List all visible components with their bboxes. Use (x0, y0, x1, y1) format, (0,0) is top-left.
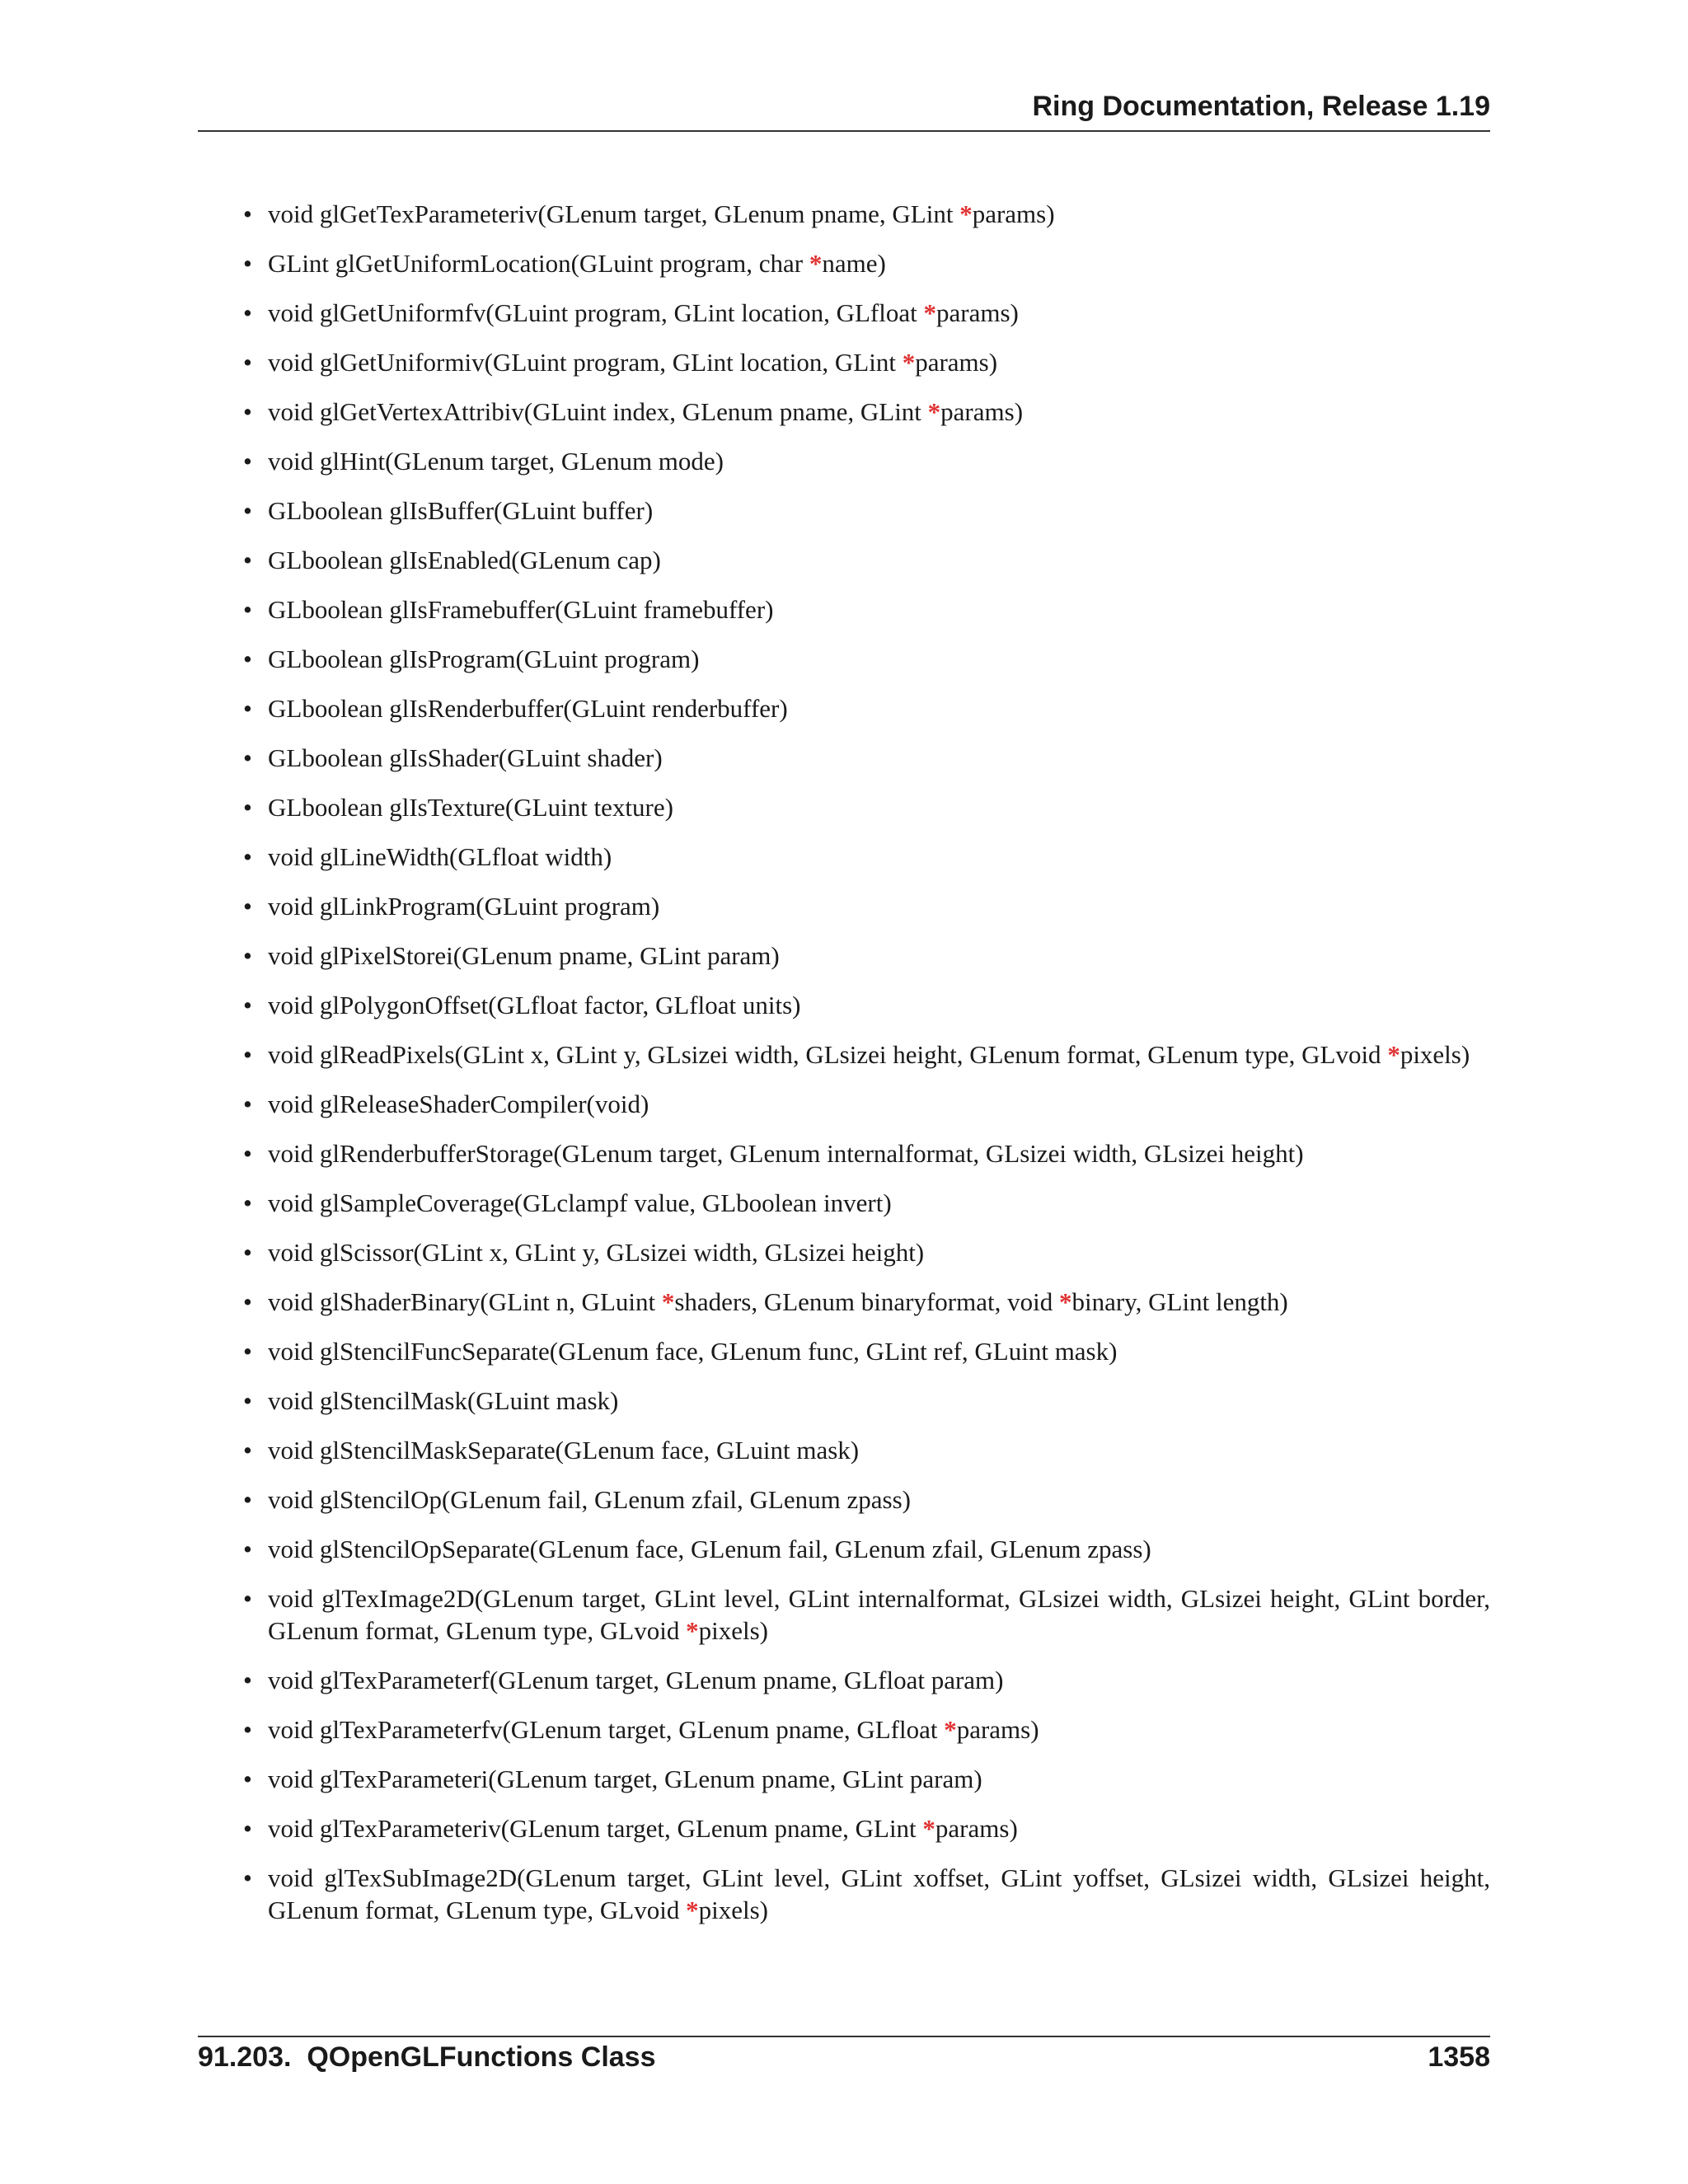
bullet-icon: • (243, 644, 252, 673)
function-signature-item (243, 692, 1490, 724)
pointer-star: * (661, 1287, 675, 1316)
function-list (243, 198, 1490, 1943)
function-signature-item (243, 1862, 1490, 1926)
function-signature-item (243, 890, 1490, 922)
signature-text: void glStencilFuncSeparate(GLenum face, GLenum func, GLint ref, GLuint mask) (268, 1337, 1118, 1366)
bullet-icon: • (243, 298, 252, 327)
bullet-icon: • (243, 1814, 252, 1843)
signature-text: void glGetTexParameteriv(GLenum target, GLenum pname, GLint (268, 199, 960, 228)
bullet-icon: • (243, 199, 252, 228)
bullet-icon: • (243, 595, 252, 624)
function-signature-item (243, 1812, 1490, 1844)
signature-text: name) (822, 249, 886, 278)
function-signature-item (243, 1533, 1490, 1565)
bullet-icon: • (243, 1287, 252, 1316)
function-signature-item (243, 643, 1490, 675)
function-signature-item (243, 494, 1490, 527)
function-signature-item (243, 1088, 1490, 1120)
footer-section-title: 91.203. QOpenGLFunctions Class (198, 2041, 656, 2073)
signature-text: void glLineWidth(GLfloat width) (268, 842, 612, 871)
pointer-star: * (809, 249, 823, 278)
bullet-icon: • (243, 694, 252, 723)
signature-text: void glPixelStorei(GLenum pname, GLint param) (268, 941, 780, 970)
bullet-icon: • (243, 1090, 252, 1118)
function-signature-item (243, 940, 1490, 972)
bullet-icon: • (243, 1040, 252, 1069)
signature-text: params) (935, 1814, 1018, 1843)
bullet-icon: • (243, 496, 252, 525)
function-signature-item (243, 1187, 1490, 1219)
function-signature-item (243, 1286, 1490, 1318)
pointer-star: * (902, 348, 916, 377)
bullet-icon: • (243, 1139, 252, 1168)
bullet-icon: • (243, 842, 252, 871)
signature-text: params) (915, 348, 998, 377)
signature-text: GLboolean glIsShader(GLuint shader) (268, 743, 663, 772)
signature-text: void glHint(GLenum target, GLenum mode) (268, 447, 724, 476)
function-signature-item (243, 1137, 1490, 1169)
bullet-icon: • (243, 447, 252, 476)
signature-text: void glTexParameterf(GLenum target, GLenum pname, GLfloat param) (268, 1666, 1004, 1694)
footer-page-number: 1358 (1428, 2041, 1490, 2073)
function-signature-item (243, 1385, 1490, 1417)
pointer-star: * (944, 1715, 957, 1744)
function-signature-item (243, 1038, 1490, 1071)
function-signature-item (243, 1763, 1490, 1795)
signature-text: void glStencilOp(GLenum fail, GLenum zfail, GLenum zpass) (268, 1485, 911, 1514)
bullet-icon: • (243, 743, 252, 772)
bullet-icon: • (243, 1863, 252, 1892)
bullet-icon: • (243, 1715, 252, 1744)
signature-text: void glLinkProgram(GLuint program) (268, 892, 660, 921)
signature-text: void glReleaseShaderCompiler(void) (268, 1090, 649, 1118)
signature-text: GLboolean glIsRenderbuffer(GLuint renderbuffer) (268, 694, 788, 723)
footer-rule (198, 2036, 1490, 2037)
signature-text: void glGetUniformfv(GLuint program, GLint location, GLfloat (268, 298, 924, 327)
bullet-icon: • (243, 1535, 252, 1563)
signature-text: void glShaderBinary(GLint n, GLuint (268, 1287, 662, 1316)
signature-text: void glTexSubImage2D(GLenum target, GLint level, GLint xoffset, GLint yoffset, GLsizei width, GLsizei height, GLenum format, GLenum type, GLvoid (268, 1863, 1490, 1924)
bullet-icon: • (243, 1436, 252, 1465)
signature-text: shaders, GLenum binaryformat, void (674, 1287, 1059, 1316)
signature-text: void glTexParameteri(GLenum target, GLenum pname, GLint param) (268, 1765, 982, 1793)
function-signature-item (243, 742, 1490, 774)
function-signature-item (243, 198, 1490, 230)
signature-text: void glGetVertexAttribiv(GLuint index, GLenum pname, GLint (268, 397, 928, 426)
bullet-icon: • (243, 546, 252, 574)
function-signature-item (243, 1483, 1490, 1516)
bullet-icon: • (243, 1666, 252, 1694)
signature-text: void glScissor(GLint x, GLint y, GLsizei width, GLsizei height) (268, 1238, 925, 1267)
signature-text: void glTexParameteriv(GLenum target, GLenum pname, GLint (268, 1814, 923, 1843)
function-signature-item (243, 593, 1490, 626)
signature-text: void glGetUniformiv(GLuint program, GLint location, GLint (268, 348, 903, 377)
signature-text: void glTexImage2D(GLenum target, GLint level, GLint internalformat, GLsizei width, GLsizei height, GLint border, GLenum format, GLenum type, GLvoid (268, 1584, 1490, 1645)
signature-text: pixels) (698, 1616, 768, 1645)
bullet-icon: • (243, 1188, 252, 1217)
function-signature-item (243, 445, 1490, 477)
bullet-icon: • (243, 793, 252, 822)
signature-text: params) (940, 397, 1024, 426)
bullet-icon: • (243, 892, 252, 921)
bullet-icon: • (243, 1765, 252, 1793)
function-signature-item (243, 1434, 1490, 1466)
function-signature-item (243, 396, 1490, 428)
function-signature-item (243, 1582, 1490, 1647)
bullet-icon: • (243, 348, 252, 377)
signature-text: pixels) (698, 1896, 768, 1924)
signature-text: void glPolygonOffset(GLfloat factor, GLfloat units) (268, 991, 801, 1019)
function-signature-item (243, 297, 1490, 329)
pointer-star: * (927, 397, 941, 426)
function-signature-item (243, 841, 1490, 873)
bullet-icon: • (243, 1485, 252, 1514)
signature-text: void glStencilMaskSeparate(GLenum face, GLuint mask) (268, 1436, 860, 1465)
signature-text: void glRenderbufferStorage(GLenum target, GLenum internalformat, GLsizei width, GLsizei height) (268, 1139, 1304, 1168)
bullet-icon: • (243, 397, 252, 426)
signature-text: params) (956, 1715, 1039, 1744)
pointer-star: * (1387, 1040, 1400, 1069)
function-signature-item (243, 1236, 1490, 1268)
function-signature-item (243, 544, 1490, 576)
bullet-icon: • (243, 1337, 252, 1366)
signature-text: void glReadPixels(GLint x, GLint y, GLsizei width, GLsizei height, GLenum format, GLenum type, GLvoid (268, 1040, 1388, 1069)
function-signature-item (243, 346, 1490, 378)
signature-text: GLboolean glIsTexture(GLuint texture) (268, 793, 673, 822)
signature-text: void glSampleCoverage(GLclampf value, GLboolean invert) (268, 1188, 892, 1217)
function-signature-item (243, 247, 1490, 279)
function-signature-item (243, 989, 1490, 1021)
signature-text: pixels) (1400, 1040, 1470, 1069)
bullet-icon: • (243, 991, 252, 1019)
page-header-title: Ring Documentation, Release 1.19 (1032, 91, 1490, 122)
bullet-icon: • (243, 249, 252, 278)
bullet-icon: • (243, 1386, 252, 1415)
pointer-star: * (959, 199, 973, 228)
pointer-star: * (686, 1896, 699, 1924)
signature-text: void glTexParameterfv(GLenum target, GLenum pname, GLfloat (268, 1715, 945, 1744)
pointer-star: * (686, 1616, 699, 1645)
pointer-star: * (922, 1814, 935, 1843)
signature-text: params) (936, 298, 1019, 327)
pointer-star: * (923, 298, 936, 327)
function-signature-item (243, 1335, 1490, 1367)
bullet-icon: • (243, 1584, 252, 1613)
signature-text: GLboolean glIsFramebuffer(GLuint framebuffer) (268, 595, 774, 624)
function-signature-item (243, 791, 1490, 823)
pointer-star: * (1058, 1287, 1072, 1316)
bullet-icon: • (243, 941, 252, 970)
header-rule (198, 130, 1490, 132)
function-signature-item (243, 1713, 1490, 1746)
bullet-icon: • (243, 1238, 252, 1267)
signature-text: binary, GLint length) (1071, 1287, 1288, 1316)
signature-text: GLboolean glIsEnabled(GLenum cap) (268, 546, 661, 574)
signature-text: GLint glGetUniformLocation(GLuint program, char (268, 249, 809, 278)
function-signature-item (243, 1664, 1490, 1696)
signature-text: params) (972, 199, 1055, 228)
signature-text: void glStencilMask(GLuint mask) (268, 1386, 619, 1415)
signature-text: GLboolean glIsBuffer(GLuint buffer) (268, 496, 654, 525)
signature-text: GLboolean glIsProgram(GLuint program) (268, 644, 700, 673)
signature-text: void glStencilOpSeparate(GLenum face, GLenum fail, GLenum zfail, GLenum zpass) (268, 1535, 1151, 1563)
